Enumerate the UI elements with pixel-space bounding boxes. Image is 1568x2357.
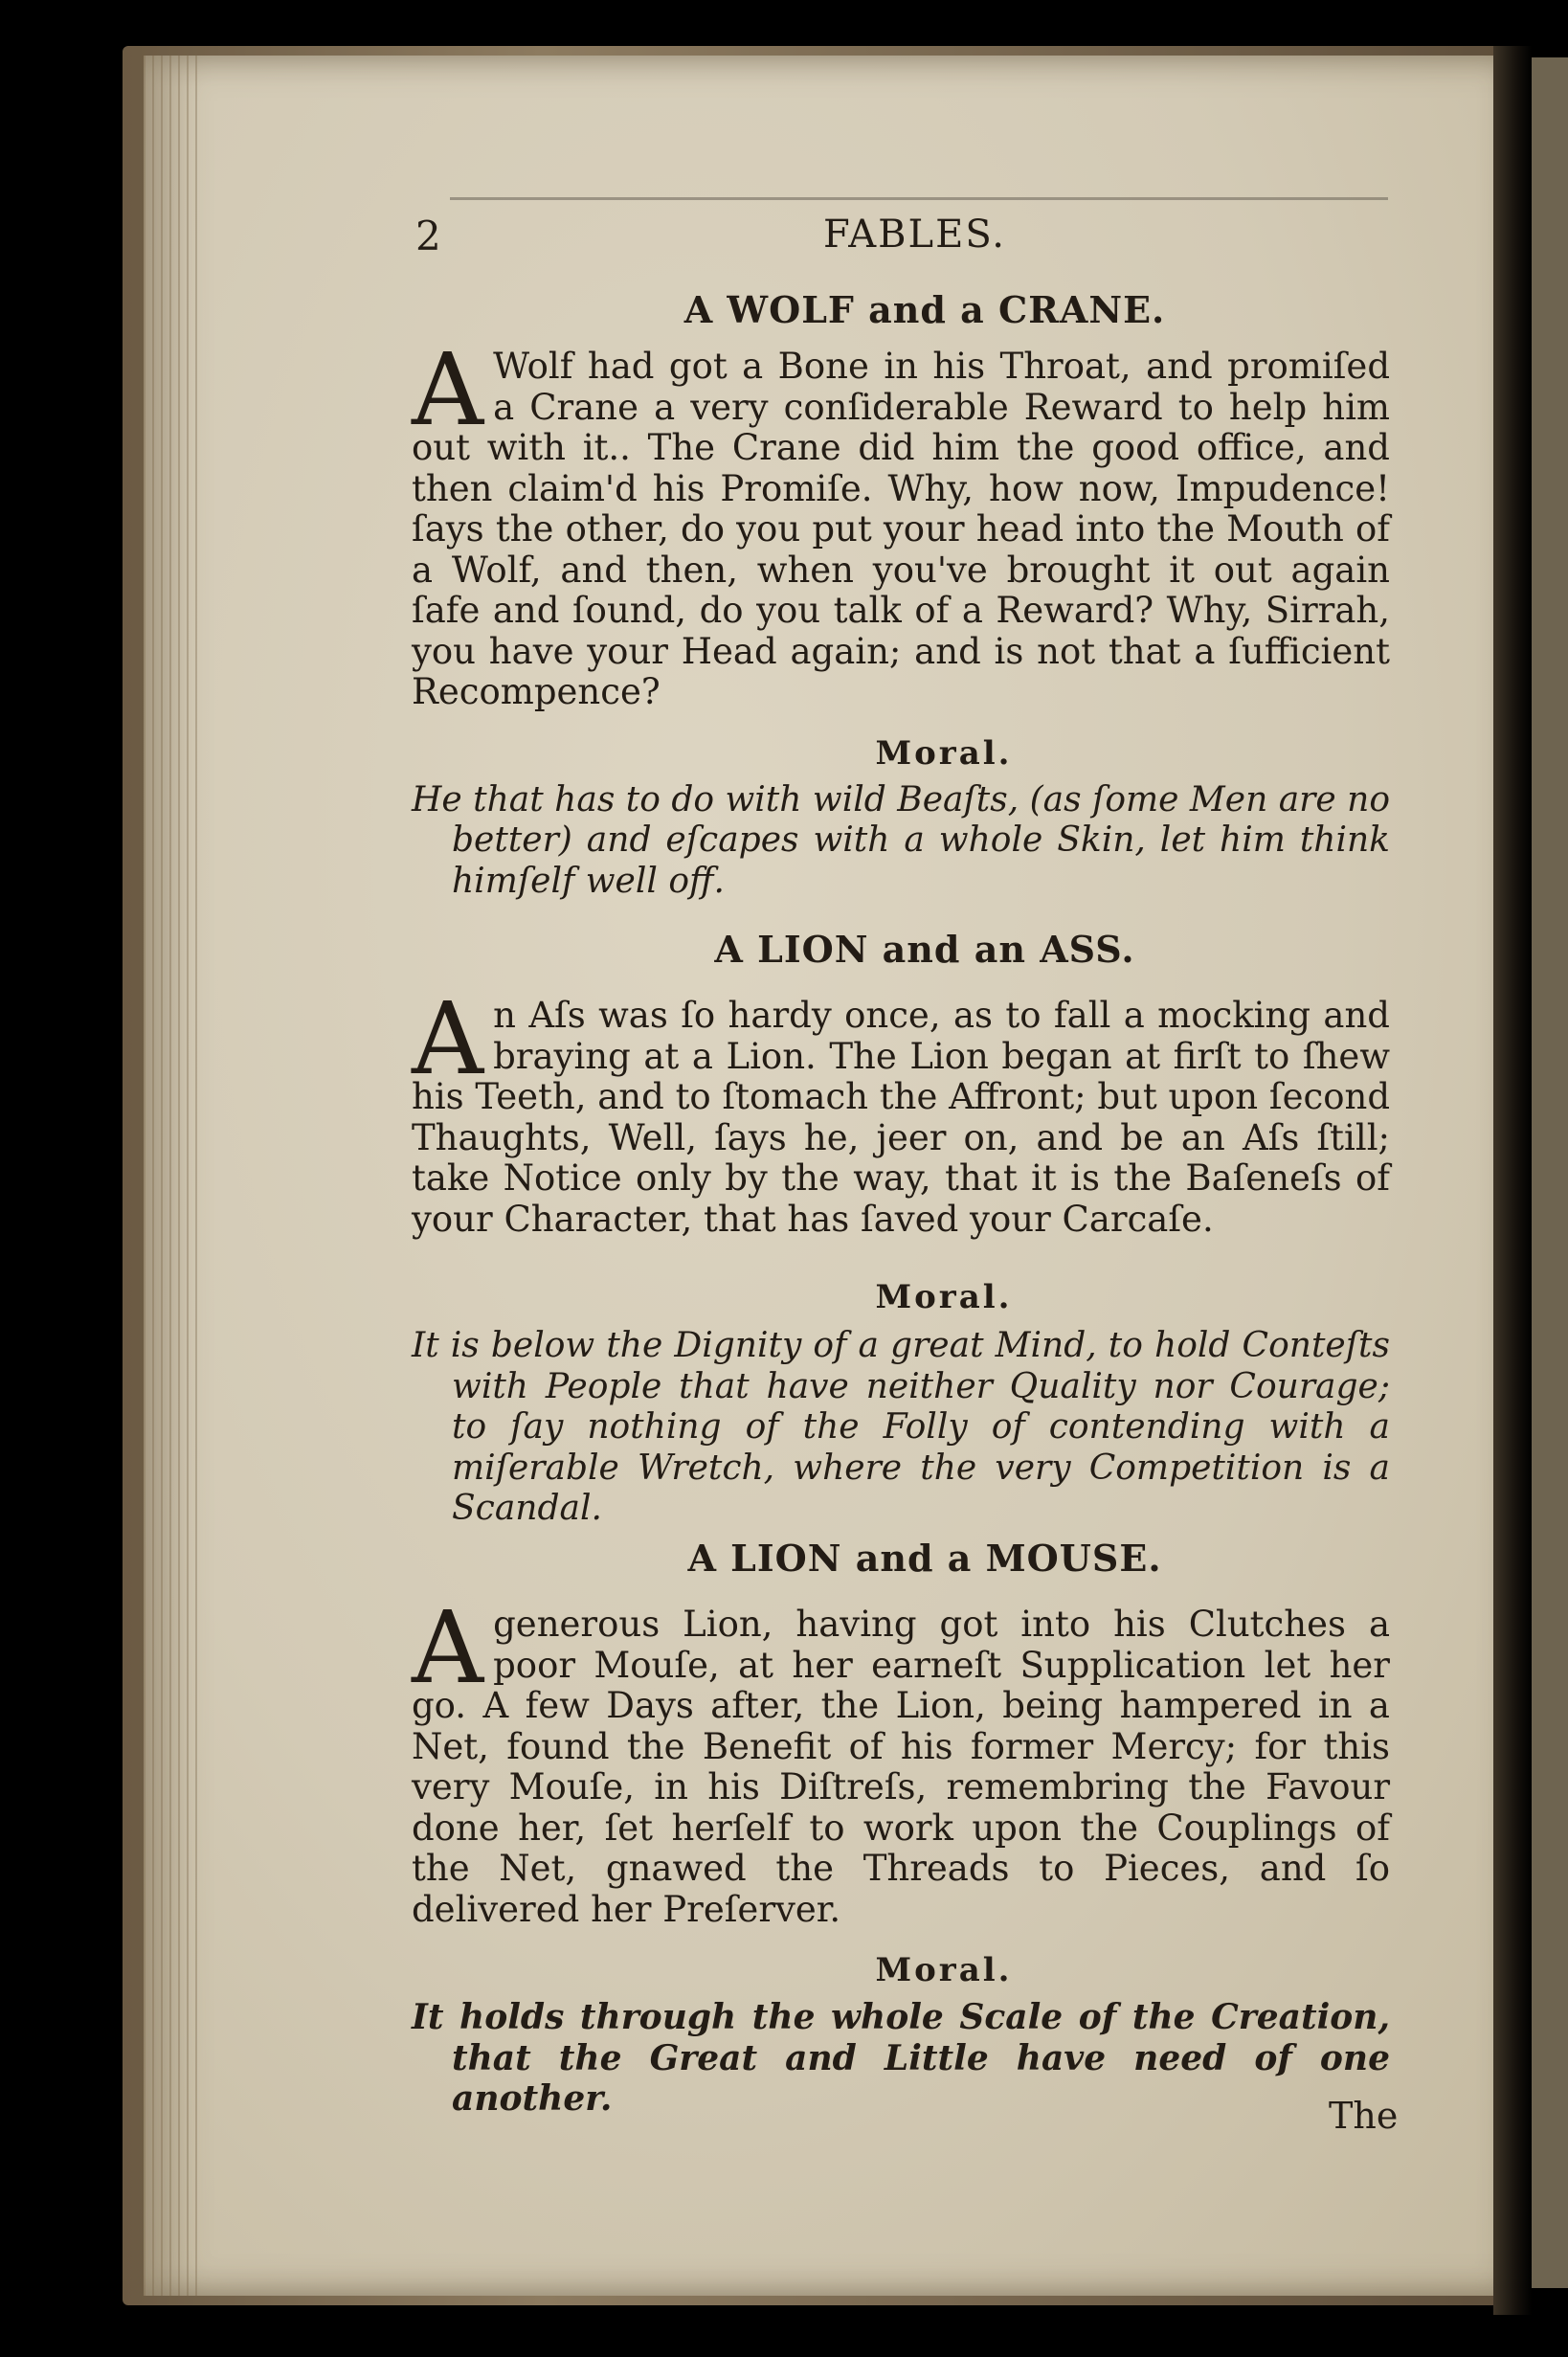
page-stack-edges [144, 56, 201, 2296]
fable-body [412, 980, 1390, 1240]
book-gutter [1493, 46, 1532, 2315]
moral-heading: Moral. [875, 1278, 1013, 1316]
moral-heading: Moral. [875, 733, 1013, 773]
running-head: FABLES. [823, 213, 1007, 257]
page-number: 2 [415, 213, 441, 259]
fable-title: A WOLF and a CRANE. [683, 288, 1166, 331]
catchword: The [1329, 2095, 1399, 2137]
fable-lion-ass [412, 927, 1390, 1530]
header-rule [450, 197, 1388, 200]
fable-lion-mouse [412, 1536, 1390, 2120]
drop-cap-initial: A [412, 1589, 484, 1706]
fable-body [412, 1589, 1390, 1930]
fable-body [412, 331, 1390, 713]
fable-body-text: Wolf had got a Bone in his Throat, and promiſed a Crane a very conſiderable Reward to help him out with it.. The Crane did him the good office, and then claim'd his Promiſe. Why, how now, Impudence! ſays the other, do you put your head into the Mouth of a Wolf, and then, when you've brought it out again ſafe and ſound, do you talk of a Reward? Why, Sirrah, you have your Head again; and is not that a ſufficient Recompence? [412, 346, 1390, 712]
moral-text: It holds through the whole Scale of the Creation, that the Great and Little have need of one another. [412, 1997, 1390, 2119]
moral-text: It is below the Dignity of a great Mind, to hold Conteſts with People that have neither Quality nor Courage; to ſay nothing of the Folly of contending with a miſerable Wretch, where the very Competition is a Scandal. [412, 1326, 1390, 1528]
drop-cap-initial: A [412, 980, 484, 1097]
moral-heading: Moral. [875, 1951, 1013, 1989]
moral-text: He that has to do with wild Beaſts, (as ſome Men are no better) and eſcapes with a whole Skin, let him think himſelf well off. [412, 779, 1390, 901]
facing-page-edge [1532, 57, 1568, 2288]
fable-body-text: generous Lion, having got into his Clutches a poor Mouſe, at her earneſt Supplication let her go. A few Days after, the Lion, being hampered in a Net, found the Benefit of his former Mercy; for this very Mouſe, in his Diſtreſs, remembring the Favour done her, ſet herſelf to work upon the Couplings of the Net, gnawed the Threads to Pieces, and ſo delivered her Preſerver. [412, 1604, 1390, 1930]
fable-title: A LION and a MOUSE. [687, 1537, 1162, 1580]
drop-cap-initial: A [412, 331, 484, 448]
fable-body-text: n Aſs was ſo hardy once, as to fall a mocking and braying at a Lion. The Lion began at firſt to ſhew his Teeth, and to ſtomach the Affront; but upon ſecond Thaughts, Well, ſays he, jeer on, and be an Aſs ſtill; take Notice only by the way, that it is the Baſeneſs of your Character, that has ſaved your Carcaſe. [412, 995, 1390, 1240]
fable-wolf-crane [412, 287, 1390, 902]
fable-title: A LION and an ASS. [714, 928, 1135, 971]
